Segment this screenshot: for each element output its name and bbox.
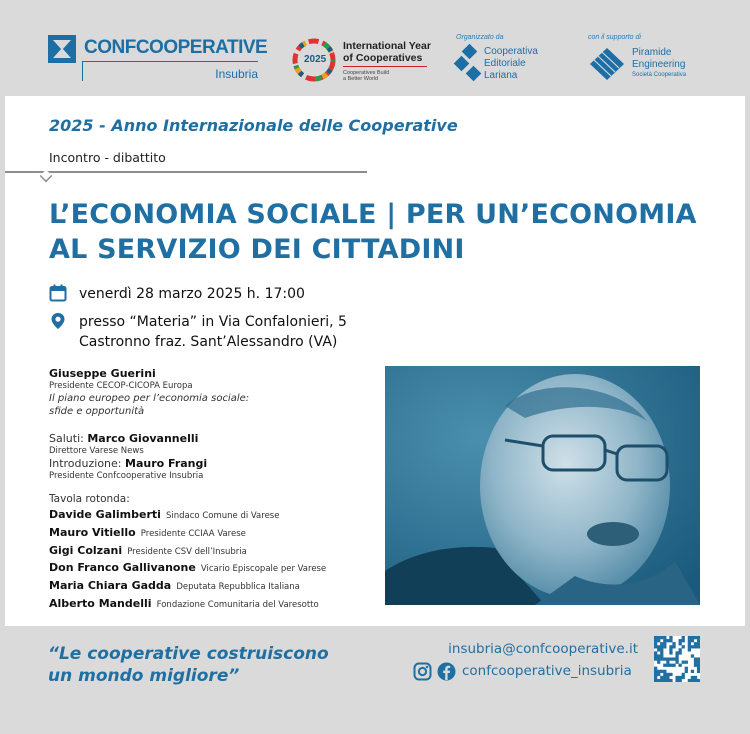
iyc-year: 2025 (304, 54, 327, 65)
supporter-logo (588, 34, 718, 90)
keynote-name: Giuseppe Guerini (49, 367, 156, 380)
calendar-icon (49, 284, 67, 302)
keynote-talk: Il piano europeo per l’economia sociale: (49, 393, 250, 404)
contact-email[interactable]: insubria@confcooperative.it (448, 641, 638, 657)
organizer-caption: Organizzato da (456, 34, 504, 41)
qr-code-icon[interactable] (654, 636, 700, 682)
speaker-photo (385, 366, 700, 605)
greetings-role: Direttore Varese News (49, 446, 144, 456)
diamond-icon (454, 56, 470, 72)
intro-role: Presidente Confcooperative Insubria (49, 471, 204, 481)
confcooperative-name: CONFCOOPERATIVE (84, 37, 268, 58)
event-headline: L’ECONOMIA SOCIALE | PER UN’ECONOMIA AL SERVIZIO DEI CITTADINI (49, 199, 697, 265)
diamond-icon (462, 44, 478, 60)
iyc-title: International Year of Cooperatives (343, 40, 431, 64)
confcooperative-logo (48, 35, 268, 85)
speakers-list (49, 367, 369, 613)
panel-member: Gigi Colzani Presidente CSV dell’Insubria (49, 543, 247, 557)
instagram-icon[interactable] (413, 662, 432, 681)
organizer-logo (456, 34, 566, 90)
divider (5, 171, 367, 173)
event-kind: Incontro - dibattito (49, 150, 166, 165)
event-card: 2025 - Anno Internazionale delle Cooperative Incontro - dibattito L’ECONOMIA SOCIALE | PER UN’ECONOMIA AL SERVIZIO DEI CITTADINI venerdì 28 marzo 2025 h. 17:00 presso “Materia” in Via Confalonieri, 5 Castronno fraz. Sant’Alessandro (VA) Giuseppe Guerini Presidente CECOP-CICOPA Europa Il piano europeo per l’economia sociale: sfide e opportunità Saluti: Marco Giovannelli Direttore Varese News Introduzione: Mauro Frangi Presidente Confcooperative Insubria Tavola rotonda: Davide Galimberti Sindaco Comune di Varese Mauro Vitiello Presidente CCIAA Varese Gigi Colzani Presidente CSV dell’Insubria Don Franco Gallivanone Vicario Episcopale per Varese Maria Chiara Gadda Deputata Repubblica Italiana Alberto Mandelli Fondazione Comunitaria del Varesotto (5, 96, 745, 626)
panel-label: Tavola rotonda: (49, 493, 130, 505)
slogan-quote: “Le cooperative costruiscono un mondo migliore” (48, 644, 329, 686)
confcooperative-mark-icon (48, 35, 76, 63)
intro-row: Introduzione: Mauro Frangi (49, 457, 208, 470)
footer-band (0, 626, 750, 734)
supporter-name: Piramide Engineering (632, 47, 686, 70)
social-handle[interactable]: confcooperative_insubria (462, 663, 632, 679)
diamond-icon (466, 66, 482, 82)
supporter-caption: con il supporto di (588, 34, 641, 41)
pyramid-icon (588, 46, 626, 82)
panel-member: Don Franco Gallivanone Vicario Episcopale per Varese (49, 561, 327, 575)
panel-member: Maria Chiara Gadda Deputata Repubblica Italiana (49, 579, 300, 593)
greetings-row: Saluti: Marco Giovannelli (49, 432, 199, 445)
supporter-sub: Società Cooperativa (632, 72, 687, 78)
year-title: 2025 - Anno Internazionale delle Cooperative (49, 116, 458, 135)
keynote-role: Presidente CECOP-CICOPA Europa (49, 381, 193, 391)
iyc-logo (290, 36, 435, 88)
confcooperative-sub: Insubria (215, 67, 258, 81)
panel-member: Alberto Mandelli Fondazione Comunitaria del Varesotto (49, 596, 319, 610)
speaker-portrait (385, 366, 700, 605)
header-band (0, 0, 750, 96)
organizer-name: Cooperativa Editoriale Lariana (484, 46, 538, 81)
panel-member: Mauro Vitiello Presidente CCIAA Varese (49, 525, 246, 539)
location-pin-icon (49, 312, 67, 330)
panel-member: Davide Galimberti Sindaco Comune di Varese (49, 508, 280, 521)
keynote-talk: sfide e opportunità (49, 406, 145, 417)
facebook-icon[interactable] (437, 662, 456, 681)
iyc-tagline: Cooperatives Build a Better World (343, 70, 390, 82)
